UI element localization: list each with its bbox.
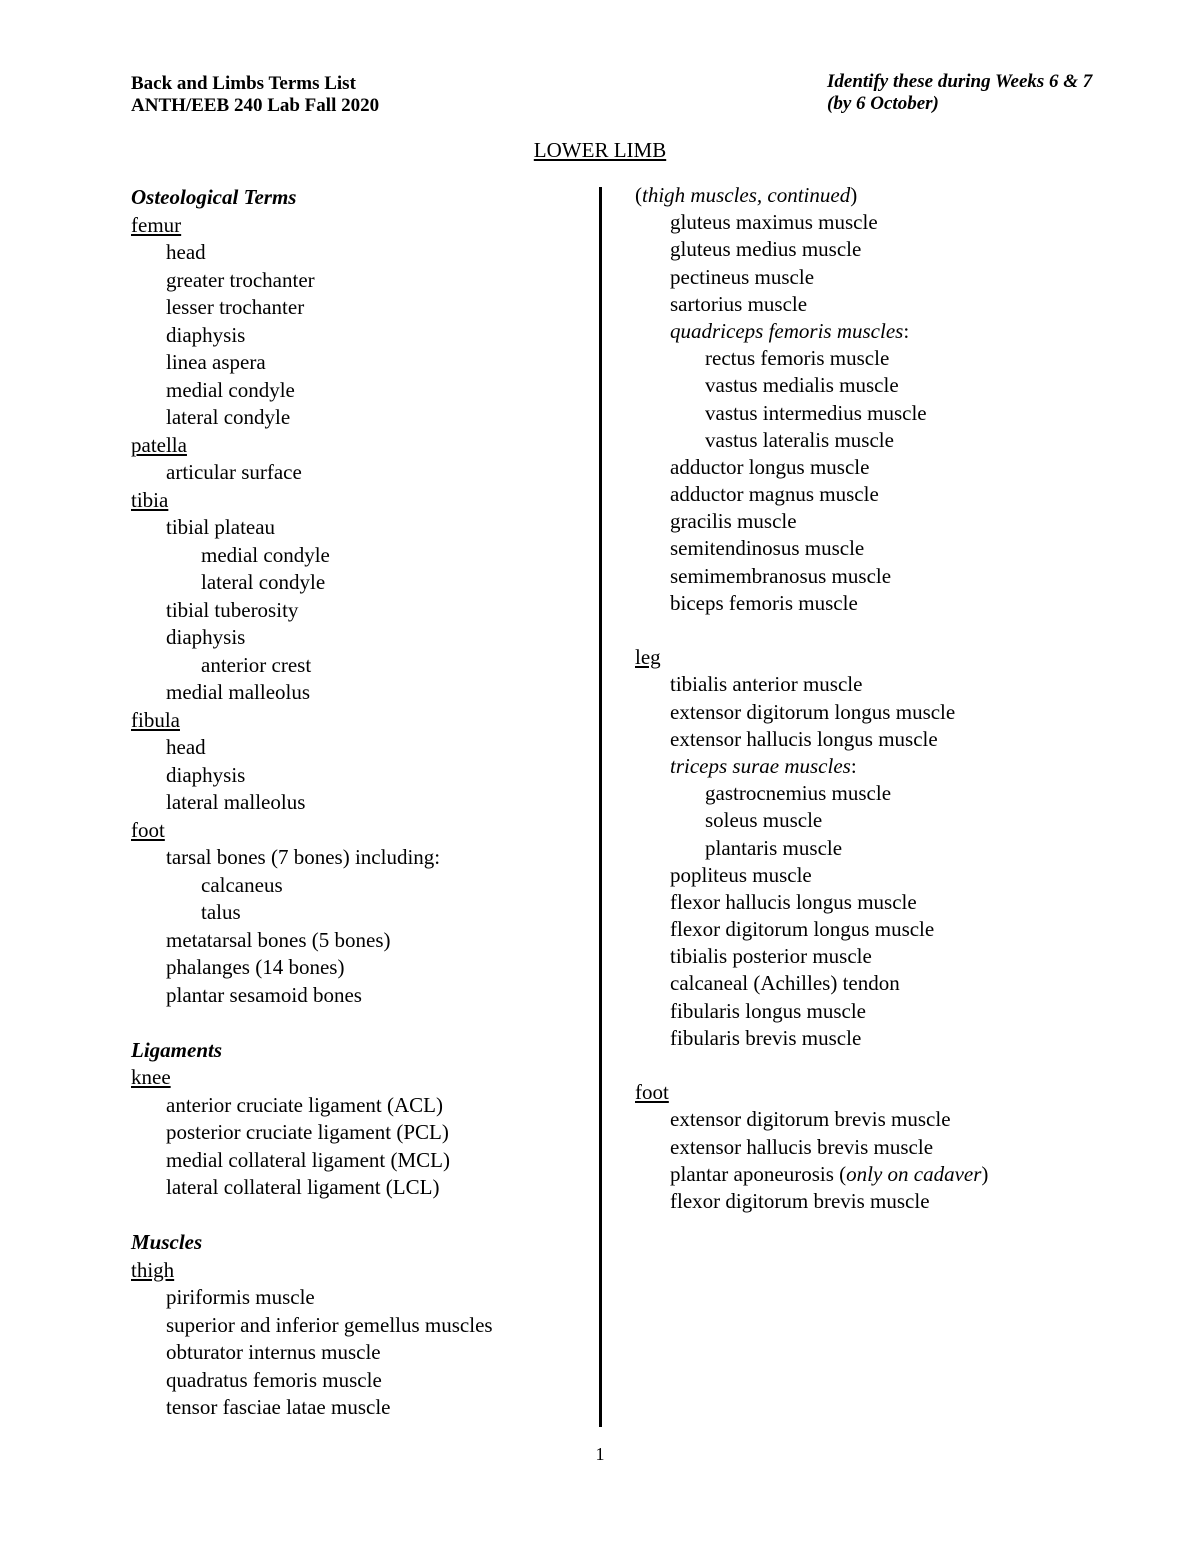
list-item: pectineus muscle — [670, 264, 815, 289]
list-item: tarsal bones (7 bones) including: — [166, 845, 441, 869]
muscle-group-heading: triceps surae muscles: — [670, 753, 857, 778]
region-heading: knee — [131, 1065, 171, 1089]
list-item: plantar aponeurosis (only on cadaver) — [670, 1161, 989, 1186]
list-item: head — [166, 735, 206, 759]
list-item: tibial plateau — [166, 515, 276, 539]
list-item: tibialis posterior muscle — [670, 944, 872, 969]
section-heading: Ligaments — [131, 1037, 223, 1062]
list-item: medial malleolus — [166, 680, 311, 704]
region-heading: foot — [131, 817, 165, 842]
list-item: lateral condyle — [166, 405, 291, 429]
list-item: obturator internus muscle — [166, 1340, 381, 1364]
list-item: medial collateral ligament (MCL) — [166, 1147, 450, 1172]
list-item: vastus intermedius muscle — [705, 400, 927, 425]
list-item: gluteus maximus muscle — [670, 210, 878, 235]
list-item: semimembranosus muscle — [670, 563, 892, 588]
list-item: lesser trochanter — [166, 295, 305, 319]
identify-note: Identify these during Weeks 6 & 7 — [827, 71, 1093, 92]
region-heading: patella — [131, 432, 187, 457]
list-item: extensor digitorum longus muscle — [670, 699, 956, 724]
blank-line — [635, 1052, 988, 1079]
list-item: tibialis anterior muscle — [670, 672, 863, 697]
list-item: linea aspera — [166, 350, 266, 374]
list-item: articular surface — [166, 460, 302, 484]
region-heading: thigh — [131, 1257, 175, 1282]
list-item: soleus muscle — [705, 808, 823, 833]
list-item: flexor digitorum brevis muscle — [670, 1188, 930, 1213]
list-item: vastus lateralis muscle — [705, 427, 894, 452]
list-item: diaphysis — [166, 762, 246, 787]
list-item: semitendinosus muscle — [670, 536, 865, 561]
list-item: greater trochanter — [166, 267, 315, 292]
region-heading: femur — [131, 212, 182, 237]
list-item: vastus medialis muscle — [705, 373, 899, 398]
list-item: diaphysis — [166, 322, 246, 347]
region-heading: tibia — [131, 487, 169, 512]
left-column — [131, 184, 493, 1422]
section-heading: Osteological Terms — [131, 185, 297, 209]
list-item: anterior cruciate ligament (ACL) — [166, 1092, 443, 1117]
list-item: anterior crest — [201, 652, 312, 677]
list-item: flexor digitorum longus muscle — [670, 917, 935, 942]
list-item: head — [166, 240, 206, 264]
list-item: sartorius muscle — [670, 291, 808, 316]
list-item: fibularis brevis muscle — [670, 1025, 862, 1050]
list-item: flexor hallucis longus muscle — [670, 889, 917, 914]
page-number: 1 — [595, 1444, 605, 1464]
blank-line — [131, 1009, 493, 1037]
list-item: quadratus femoris muscle — [166, 1367, 382, 1392]
list-item: adductor magnus muscle — [670, 482, 879, 507]
list-item: calcaneal (Achilles) tendon — [670, 971, 900, 996]
due-date: (by 6 October) — [827, 93, 939, 114]
list-item: gracilis muscle — [670, 509, 797, 534]
list-item: talus — [201, 900, 241, 924]
list-item: lateral collateral ligament (LCL) — [166, 1175, 440, 1199]
list-item: plantar sesamoid bones — [166, 982, 362, 1007]
blank-line — [635, 617, 988, 644]
list-item: medial condyle — [166, 377, 295, 402]
list-item: gastrocnemius muscle — [705, 781, 892, 806]
list-item: lateral malleolus — [166, 790, 306, 814]
list-item: adductor longus muscle — [670, 454, 870, 479]
list-item: metatarsal bones (5 bones) — [166, 927, 391, 952]
region-heading: fibula — [131, 707, 180, 732]
muscle-group-heading: quadriceps femoris muscles: — [670, 318, 910, 343]
list-item: rectus femoris muscle — [705, 346, 890, 371]
list-item: extensor hallucis brevis muscle — [670, 1134, 934, 1159]
list-item: lateral condyle — [201, 570, 326, 594]
list-item: medial condyle — [201, 542, 330, 567]
region-heading: leg — [635, 645, 661, 670]
list-item: extensor hallucis longus muscle — [670, 726, 938, 751]
list-item: diaphysis — [166, 625, 246, 649]
list-item: superior and inferior gemellus muscles — [166, 1312, 493, 1337]
list-item: plantaris muscle — [705, 835, 843, 860]
page-title: LOWER LIMB — [533, 138, 667, 162]
region-heading: foot — [635, 1080, 669, 1105]
list-item: gluteus medius muscle — [670, 237, 862, 262]
course-list-title: Back and Limbs Terms List — [131, 73, 356, 94]
list-item: fibularis longus muscle — [670, 998, 866, 1023]
list-item: popliteus muscle — [670, 862, 812, 887]
list-item: posterior cruciate ligament (PCL) — [166, 1120, 449, 1144]
column-divider — [599, 187, 602, 1427]
header-right — [827, 71, 1092, 115]
list-item: calcaneus — [201, 872, 283, 897]
blank-line — [131, 1202, 493, 1230]
section-heading: Muscles — [131, 1230, 203, 1254]
right-column — [635, 182, 988, 1215]
header-left — [131, 73, 379, 117]
list-item: piriformis muscle — [166, 1285, 315, 1309]
list-item: extensor digitorum brevis muscle — [670, 1107, 951, 1132]
list-item: tensor fasciae latae muscle — [166, 1395, 391, 1419]
list-item: tibial tuberosity — [166, 597, 299, 622]
course-term: ANTH/EEB 240 Lab Fall 2020 — [131, 95, 380, 116]
list-item: biceps femoris muscle — [670, 590, 858, 615]
continuation-note: (thigh muscles, continued) — [635, 183, 858, 207]
list-item: phalanges (14 bones) — [166, 955, 345, 979]
